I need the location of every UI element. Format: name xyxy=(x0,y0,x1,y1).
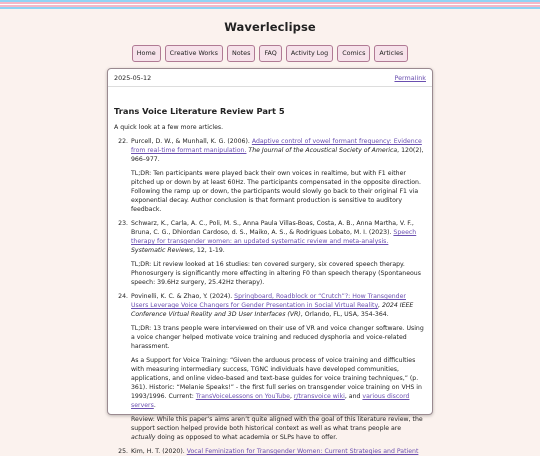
ref-authors: Schwarz, K., Carla, A. C., Poli, M. S., Anna Paula Villas-Boas, Costa, A. B., Anna Martha, V. F., Bruna, C. G., Dhiordan Cardoso, d. S., Maiko, A. S., & Rodrigues Lobato, M. I. (2023). xyxy=(131,220,414,236)
ref-authors: Kim, H. T. (2020). xyxy=(131,448,185,455)
ref-number: 24. xyxy=(118,293,128,300)
site-title: Waverleclipse xyxy=(224,20,316,34)
ref-volume: , 12, 1-19. xyxy=(192,247,225,254)
ref-authors: Povinelli, K. C. & Zhao, Y. (2024). xyxy=(131,293,233,300)
ref-journal: Systematic Reviews xyxy=(131,247,193,254)
nav-comics-button[interactable]: Comics xyxy=(337,45,370,62)
transvoicelessons-link[interactable]: TransVoiceLessons on YouTube xyxy=(195,393,290,400)
nav-faq-button[interactable]: FAQ xyxy=(259,45,281,62)
ref-journal: , 2024 IEEE Conference Virtual Reality and 3D User Interfaces (VR) xyxy=(131,302,414,318)
period: . xyxy=(153,402,156,409)
main-nav xyxy=(0,45,540,62)
ref-title-link[interactable]: Springboard, Roadblock or “Crutch”?: How Transgender Users Leverage Voice Changers for Gender Presentation in Social Virtual Reality xyxy=(131,293,406,309)
ref-authors: Purcell, D. W., & Munhall, K. G. (2006). xyxy=(131,138,250,145)
ref-title-link[interactable]: Adaptive control of vowel formant frequency: Evidence from real-time formant manipulation. xyxy=(131,138,422,154)
ref-summary: TL;DR: 13 trans people were interviewed on their use of VR and voice changer software. Using a voice changer helped motivate voice training and reduced dysphoria and voice-related harassment. xyxy=(131,325,424,350)
post-date: 2025-05-12 xyxy=(114,74,152,82)
ref-title-link[interactable]: Vocal Feminization for Transgender Women: Current Strategies and Patient xyxy=(186,448,419,455)
nav-articles-button[interactable]: Articles xyxy=(374,45,408,62)
list-item xyxy=(114,219,424,287)
ref-title-link[interactable]: Speech therapy for transgender women: an updated systematic review and meta-analysis. xyxy=(131,229,417,245)
ref-number: 22. xyxy=(118,138,128,145)
nav-creative-works-button[interactable]: Creative Works xyxy=(165,45,223,62)
nav-activity-log-button[interactable]: Activity Log xyxy=(286,45,333,62)
review-text: Review: While this paper’s aims aren’t quite aligned with the goal of this literature review, the support section helped provide both historical context as well as what trans people are xyxy=(131,416,423,432)
ref-number: 23. xyxy=(118,220,128,227)
nav-home-button[interactable]: Home xyxy=(132,45,161,62)
separator: , xyxy=(289,393,294,400)
ref-volume: , 120(2), 966–977. xyxy=(131,147,424,163)
list-item xyxy=(114,137,424,214)
post-meta xyxy=(108,69,432,82)
nav-notes-button[interactable]: Notes xyxy=(227,45,255,62)
ref-journal: The Journal of the Acoustical Society of America xyxy=(248,147,398,154)
ref-number: 25. xyxy=(118,448,128,455)
ref-support-text: As a Support for Voice Training: “Given the arduous process of voice training and difficulties with measuring intermediary success, TGNC individuals have developed communities, applications, and online video-based and text-base guides for voice training techniques,” (p. 361). Historic: “Melanie Speaks!” - the first full series on transgender voice training on VHS in 1993/1996. Current: xyxy=(131,357,422,400)
transvoice-wiki-link[interactable]: r/transvoice wiki xyxy=(293,393,345,400)
post-card xyxy=(107,68,433,455)
ref-review-note xyxy=(131,415,424,442)
ref-volume: , Orlando, FL, USA, 354-364. xyxy=(300,311,389,318)
ref-summary: TL;DR: Ten participants were played back their own voices in realtime, but with F1 either pitched up or down by at least 60Hz. The participants compensated in the opposite direction. Following the ramp up or down, the participants would slowly go back to their original F1 via exponential decay. Author conclusion is that formant production is sensitive to auditory feedback. xyxy=(131,170,421,213)
post-intro: A quick look at a few more articles. xyxy=(114,124,224,131)
list-item xyxy=(114,292,424,442)
pride-flag-banner xyxy=(0,0,540,9)
discord-servers-link[interactable]: various discord servers xyxy=(131,393,410,409)
divider xyxy=(108,86,432,87)
review-text-end: doing as opposed to what academia or SLPs have to offer. xyxy=(155,434,338,441)
separator: , and xyxy=(344,393,363,400)
list-item xyxy=(114,447,424,456)
ref-support-note xyxy=(131,356,424,410)
post-title: Trans Voice Literature Review Part 5 xyxy=(114,106,285,116)
ref-summary: TL;DR: Lit review looked at 16 studies: ten covered surgery, six covered speech therapy. Phonosurgery is significantly more effecting in altering F0 than speech therapy (Spontaneous speech: 39.6Hz surgery, 25.42Hz therapy). xyxy=(131,261,421,286)
reference-list xyxy=(114,137,424,456)
review-emphasis: actually xyxy=(131,434,156,441)
permalink-link[interactable]: Permalink xyxy=(394,74,426,82)
